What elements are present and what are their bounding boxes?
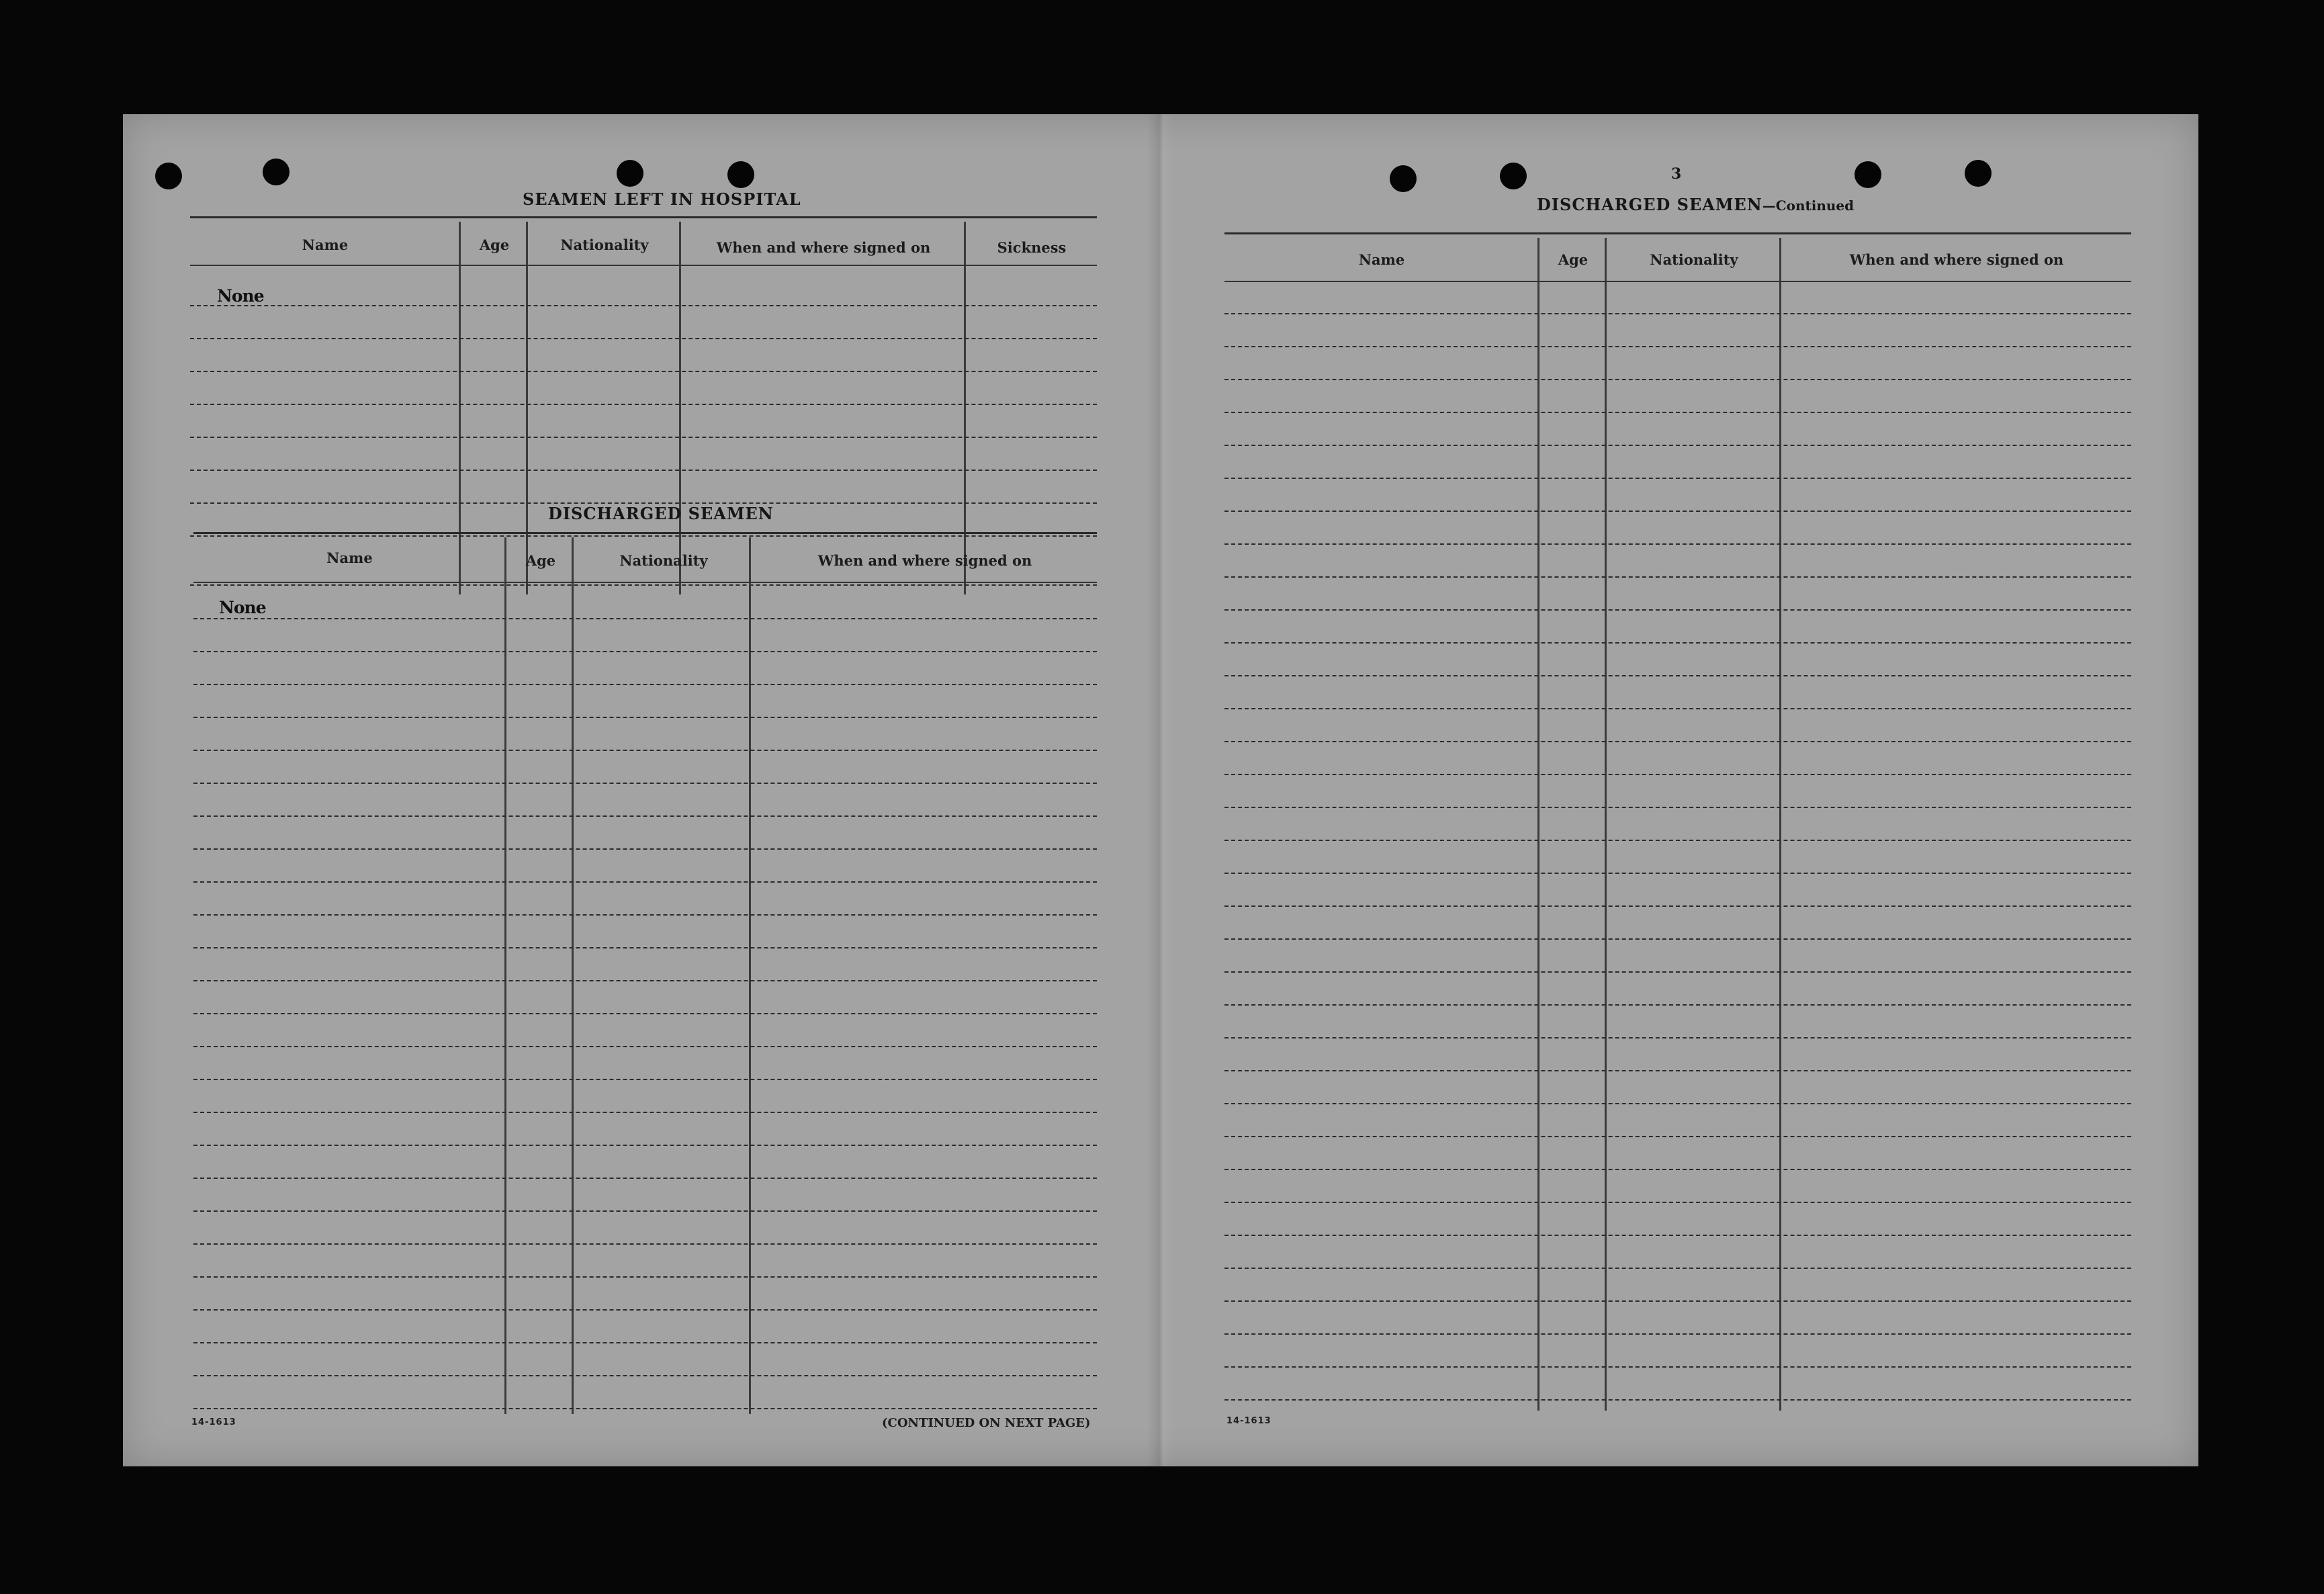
row-line <box>1224 1235 2131 1236</box>
row-line <box>193 947 1097 948</box>
discharged-table <box>193 537 1097 1414</box>
row-line <box>193 881 1097 883</box>
row-line <box>193 1243 1097 1245</box>
row-line <box>1224 609 2131 611</box>
left-page <box>123 114 1147 1466</box>
form-number: 14-1613 <box>191 1417 236 1427</box>
row-line <box>1224 708 2131 709</box>
col-head-name: Name <box>302 236 349 253</box>
row-line <box>190 371 1097 372</box>
row-line <box>1224 1103 2131 1104</box>
row-line <box>193 618 1097 619</box>
title-suffix: —Continued <box>1762 197 1854 214</box>
col-head-age: Age <box>1558 251 1589 268</box>
row-line <box>193 1046 1097 1047</box>
header-line <box>1224 281 2131 282</box>
row-line <box>193 1309 1097 1311</box>
row-line <box>193 1112 1097 1113</box>
row-line <box>193 1178 1097 1179</box>
row-line <box>190 470 1097 471</box>
row-line <box>193 848 1097 850</box>
row-line <box>1224 971 2131 973</box>
column-divider <box>504 537 506 1414</box>
row-line <box>1224 1300 2131 1302</box>
row-line <box>193 914 1097 916</box>
row-line <box>1224 675 2131 676</box>
discharged-section-title: DISCHARGED SEAMEN <box>548 504 774 523</box>
row-line <box>1224 1268 2131 1269</box>
row-line <box>193 1145 1097 1146</box>
title-rule <box>1224 232 2131 234</box>
row-line <box>1224 478 2131 479</box>
row-line <box>193 717 1097 718</box>
document-sheet <box>123 114 2198 1466</box>
row-line <box>190 404 1097 405</box>
discharged-continued-table <box>1224 238 2131 1411</box>
row-line <box>1224 1366 2131 1368</box>
header-line <box>193 582 1097 583</box>
row-line <box>1224 1399 2131 1401</box>
row-line <box>193 815 1097 817</box>
row-line <box>1224 873 2131 874</box>
col-head-signed-on: When and where signed on <box>1849 251 2064 268</box>
row-line <box>193 1375 1097 1376</box>
row-line <box>1224 1333 2131 1335</box>
row-line <box>1224 379 2131 380</box>
row-line <box>193 1408 1097 1409</box>
page-number: 3 <box>1671 165 1682 183</box>
form-number: 14-1613 <box>1226 1416 1271 1426</box>
row-line <box>190 535 1097 537</box>
row-line <box>193 684 1097 685</box>
row-line <box>1224 543 2131 545</box>
row-line <box>1224 905 2131 907</box>
row-line <box>193 1210 1097 1212</box>
col-head-nationality: Nationality <box>619 552 708 569</box>
row-line <box>1224 1004 2131 1006</box>
row-line <box>1224 1070 2131 1071</box>
col-head-age: Age <box>479 236 510 253</box>
row-line <box>1224 412 2131 413</box>
row-line <box>190 305 1097 306</box>
row-line <box>190 437 1097 438</box>
row-line <box>1224 1202 2131 1203</box>
row-line <box>193 1342 1097 1343</box>
col-head-nationality: Nationality <box>560 236 649 253</box>
col-head-signed-on: When and where signed on <box>817 552 1032 569</box>
row-line <box>1224 938 2131 940</box>
right-page <box>1174 114 2198 1466</box>
hospital-section-title: SEAMEN LEFT IN HOSPITAL <box>523 189 801 209</box>
col-head-name: Name <box>326 549 373 566</box>
col-head-age: Age <box>525 552 556 569</box>
row-line <box>1224 1136 2131 1137</box>
row-line <box>1224 741 2131 742</box>
row-line <box>193 750 1097 751</box>
header-line <box>190 265 1097 266</box>
row-line <box>1224 642 2131 644</box>
row-line <box>1224 313 2131 314</box>
hospital-entry-none: None <box>217 286 264 306</box>
row-line <box>1224 1169 2131 1170</box>
row-line <box>1224 807 2131 808</box>
continued-note: (CONTINUED ON NEXT PAGE) <box>882 1416 1091 1430</box>
row-line <box>193 1276 1097 1278</box>
row-line <box>193 651 1097 652</box>
row-line <box>1224 445 2131 446</box>
title-main: DISCHARGED SEAMEN <box>1537 195 1762 214</box>
discharged-entry-none: None <box>219 598 266 617</box>
row-line <box>1224 774 2131 775</box>
row-line <box>193 980 1097 981</box>
row-line <box>193 1013 1097 1014</box>
col-head-sickness: Sickness <box>997 239 1067 256</box>
title-rule <box>193 532 1097 534</box>
col-head-name: Name <box>1358 251 1405 268</box>
row-line <box>193 783 1097 784</box>
row-line <box>1224 346 2131 347</box>
row-line <box>1224 840 2131 841</box>
title-rule <box>190 216 1097 218</box>
row-line <box>190 338 1097 339</box>
discharged-continued-title <box>1537 195 1854 214</box>
col-head-nationality: Nationality <box>1650 251 1738 268</box>
row-line <box>1224 511 2131 512</box>
column-divider <box>572 537 574 1414</box>
row-line <box>1224 1037 2131 1038</box>
center-fold <box>1147 114 1174 1466</box>
column-divider <box>749 537 751 1414</box>
col-head-signed-on: When and where signed on <box>716 239 931 256</box>
row-line <box>193 1079 1097 1080</box>
row-line <box>1224 576 2131 578</box>
